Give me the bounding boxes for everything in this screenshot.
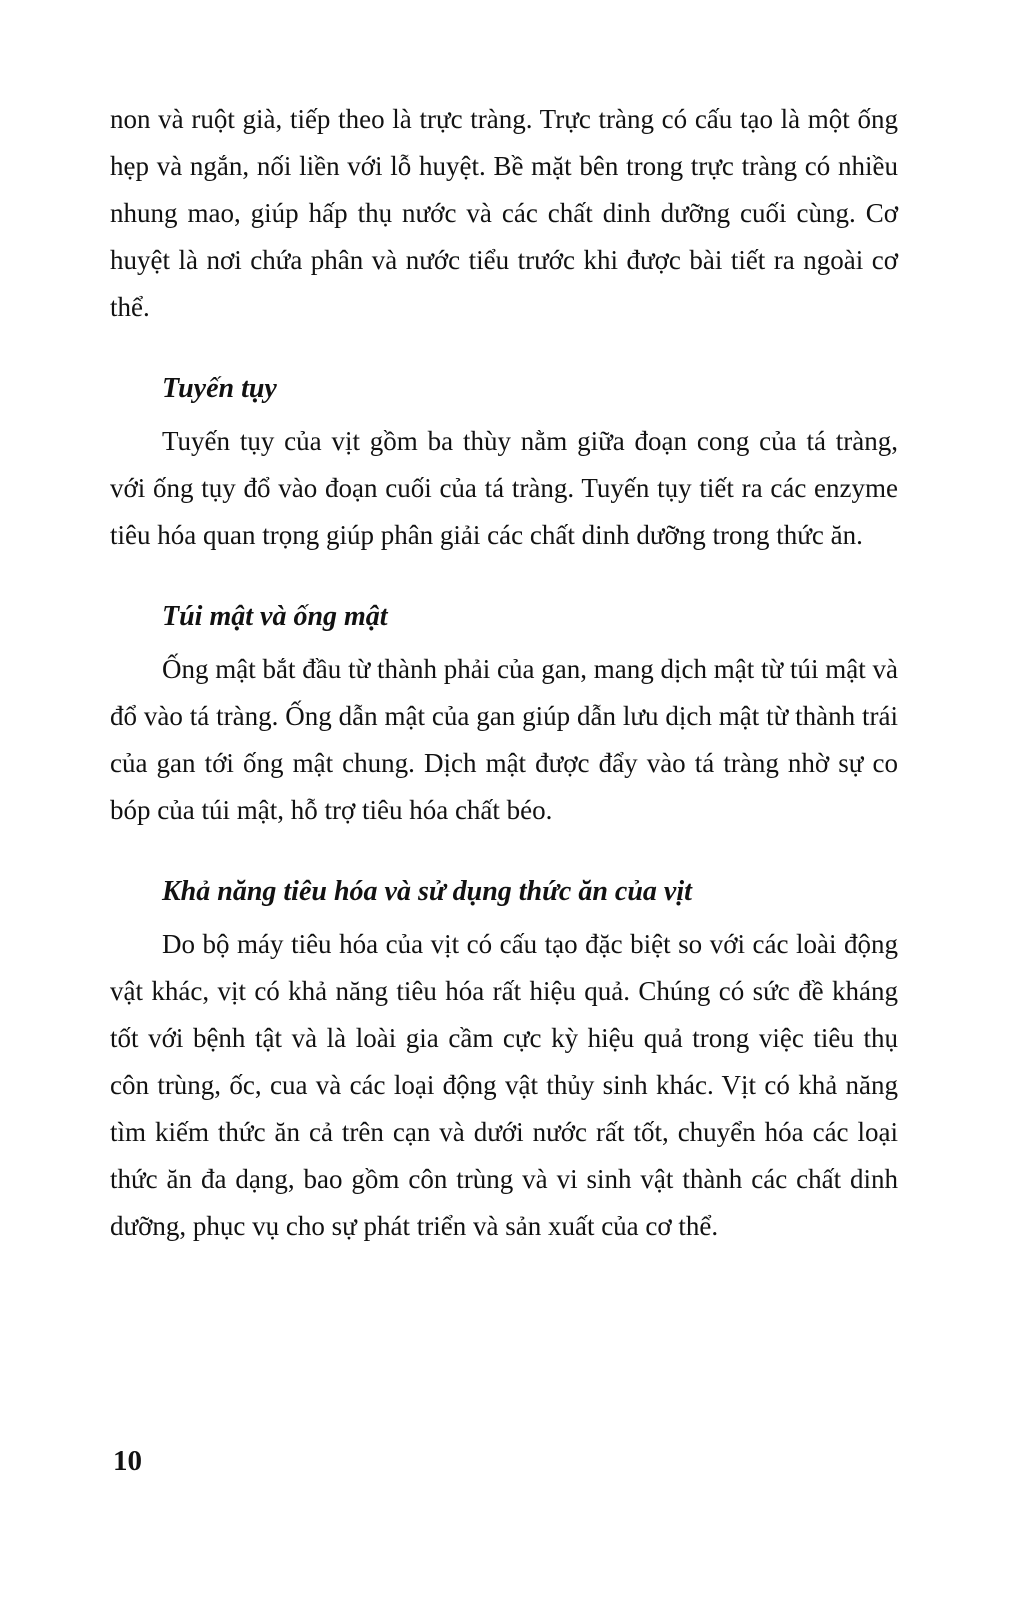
paragraph-continuation: non và ruột già, tiếp theo là trực tràng. Trực tràng có cấu tạo là một ống hẹp và ngắn, nối liền với lỗ huyệt. Bề mặt bên trong trực tràng có nhiều nhung mao, giúp hấp thụ nước và các chất dinh dưỡng cuối cùng. Cơ huyệt là nơi chứa phân và nước tiểu trước khi được bài tiết ra ngoài cơ thể.: [110, 104, 898, 322]
page-content: [110, 96, 898, 1250]
page-number: 10: [113, 1445, 142, 1477]
section-heading-tui-mat-va-ong-mat: Túi mật và ống mật: [162, 601, 388, 632]
section-heading-tuyen-tuy: Tuyến tụy: [162, 373, 277, 404]
section-body-kha-nang-tieu-hoa: Do bộ máy tiêu hóa của vịt có cấu tạo đặc biệt so với các loài động vật khác, vịt có khả năng tiêu hóa rất hiệu quả. Chúng có sức đề kháng tốt với bệnh tật và là loài gia cầm cực kỳ hiệu quả trong việc tiêu thụ côn trùng, ốc, cua và các loại động vật thủy sinh khác. Vịt có khả năng tìm kiếm thức ăn cả trên cạn và dưới nước rất tốt, chuyển hóa các loại thức ăn đa dạng, bao gồm côn trùng và vi sinh vật thành các chất dinh dưỡng, phục vụ cho sự phát triển và sản xuất của cơ thể.: [110, 929, 898, 1241]
section-body-tuyen-tuy: Tuyến tụy của vịt gồm ba thùy nằm giữa đoạn cong của tá tràng, với ống tụy đổ vào đoạn cuối của tá tràng. Tuyến tụy tiết ra các enzyme tiêu hóa quan trọng giúp phân giải các chất dinh dưỡng trong thức ăn.: [110, 426, 898, 550]
section-body-tui-mat-va-ong-mat: Ống mật bắt đầu từ thành phải của gan, mang dịch mật từ túi mật và đổ vào tá tràng. Ống dẫn mật của gan giúp dẫn lưu dịch mật từ thành trái của gan tới ống mật chung. Dịch mật được đẩy vào tá tràng nhờ sự co bóp của túi mật, hỗ trợ tiêu hóa chất béo.: [110, 654, 898, 825]
section-heading-kha-nang-tieu-hoa: Khả năng tiêu hóa và sử dụng thức ăn của vịt: [162, 876, 692, 907]
